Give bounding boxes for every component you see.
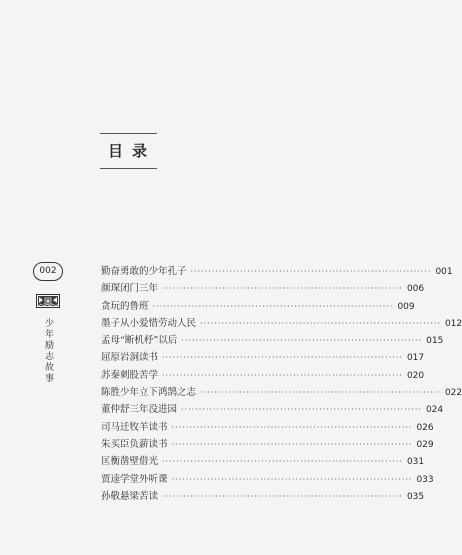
toc-entry-title: 屈原岩洞读书 [101, 352, 159, 364]
toc-entry-title: 颜琛闭门三年 [101, 283, 159, 295]
toc-leader-dots: ···································································· [162, 491, 403, 501]
toc-entry-page: 006 [406, 284, 425, 295]
toc-entry-page: 033 [416, 474, 434, 485]
toc-entry[interactable] [101, 419, 434, 436]
toc-entry-title: 墨子从小爱惜劳动人民 [101, 317, 197, 329]
toc-entry[interactable] [101, 315, 462, 332]
toc-leader-dots: ···································································· [171, 439, 413, 449]
page-number: 002 [33, 262, 63, 281]
toc-entry[interactable] [101, 488, 425, 505]
toc-entry-title: 董仲舒三年没进园 [101, 404, 178, 416]
table-of-contents [101, 263, 462, 505]
toc-entry-page: 029 [416, 439, 434, 450]
series-title: 少年励志故事 [43, 318, 53, 384]
toc-entry-page: 031 [406, 457, 425, 468]
contents-title-block [100, 133, 157, 169]
toc-entry-title: 孙敬悬梁苦读 [101, 490, 159, 502]
toc-leader-dots: ···································································· [162, 284, 403, 294]
toc-entry-page: 009 [397, 301, 415, 312]
toc-entry-page: 022 [444, 388, 462, 399]
decorative-book-ornament-icon [36, 294, 60, 308]
toc-entry-title: 贪玩的鲁班 [101, 300, 149, 312]
toc-leader-dots: ···································································· [181, 336, 423, 346]
toc-entry[interactable] [101, 280, 425, 297]
toc-entry-page: 024 [425, 405, 444, 416]
toc-entry-title: 匡衡凿壁借光 [101, 456, 159, 468]
toc-leader-dots: ···································································· [200, 318, 441, 328]
toc-entry[interactable] [101, 471, 434, 488]
page-title: 目录 [108, 142, 157, 160]
toc-entry-title: 朱买臣负薪读书 [101, 438, 168, 450]
toc-entry[interactable] [101, 401, 444, 418]
toc-entry-page: 026 [416, 422, 434, 433]
toc-entry-title: 司马迁牧羊读书 [101, 421, 168, 433]
toc-entry-page: 012 [444, 318, 462, 329]
title-rule-top [100, 133, 157, 134]
toc-entry-title: 勤奋勇敢的少年孔子 [101, 266, 187, 277]
toc-entry[interactable] [101, 349, 425, 366]
toc-entry[interactable] [101, 263, 453, 280]
toc-entry-title: 贾逵学堂外听课 [101, 473, 168, 485]
toc-entry-title: 苏秦刺股苦学 [101, 369, 159, 381]
toc-leader-dots: ···································································· [181, 405, 422, 415]
toc-leader-dots: ···································································· [190, 267, 432, 276]
toc-entry-page: 017 [406, 353, 425, 364]
toc-leader-dots: ···································································· [162, 370, 403, 380]
toc-leader-dots: ···································································· [152, 301, 394, 311]
toc-entry-page: 035 [406, 491, 425, 502]
toc-entry[interactable] [101, 332, 444, 349]
toc-leader-dots: ···································································· [200, 388, 441, 398]
toc-leader-dots: ···································································· [171, 474, 413, 484]
toc-entry-title: 孟母“断机杼”以后 [101, 335, 178, 347]
toc-entry[interactable] [101, 453, 425, 470]
toc-entry-page: 015 [426, 336, 444, 347]
toc-entry[interactable] [101, 367, 425, 384]
toc-leader-dots: ···································································· [162, 353, 403, 363]
toc-entry[interactable] [101, 436, 434, 453]
toc-leader-dots: ···································································· [162, 457, 403, 467]
title-rule-bottom [100, 168, 157, 169]
toc-entry-page: 020 [406, 370, 425, 381]
toc-entry-page: 001 [435, 267, 453, 277]
toc-entry-title: 陈胜少年立下鸿鹄之志 [101, 387, 197, 399]
toc-entry[interactable] [101, 298, 415, 315]
toc-entry[interactable] [101, 384, 462, 401]
toc-leader-dots: ···································································· [171, 422, 413, 432]
